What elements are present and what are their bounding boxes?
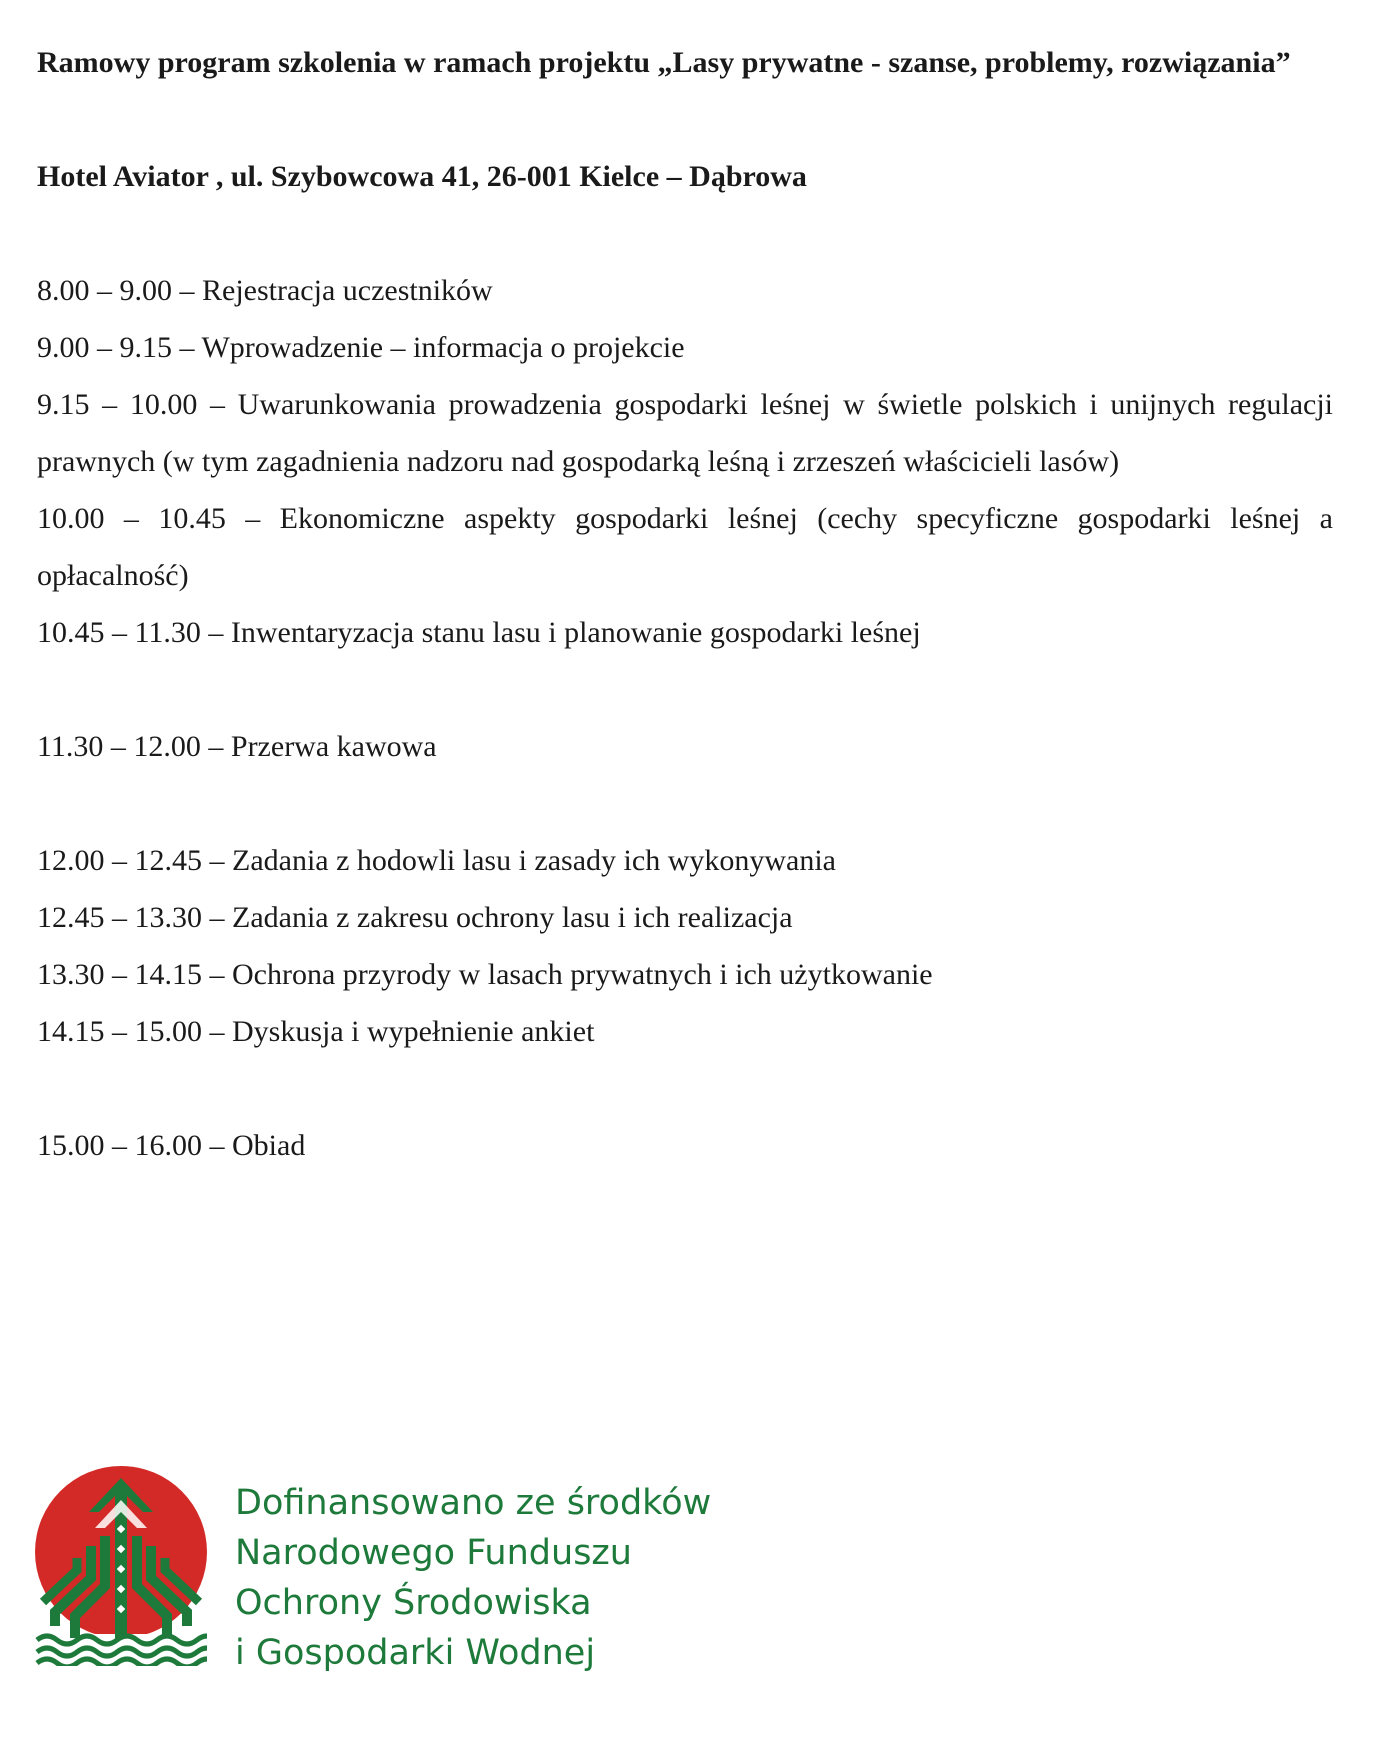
nfosigw-logo-icon xyxy=(35,1466,207,1666)
schedule-item: 14.15 – 15.00 – Dyskusja i wypełnienie ankiet xyxy=(37,1015,595,1048)
funding-footer xyxy=(35,1466,735,1676)
funding-text xyxy=(235,1478,711,1678)
schedule-item: 13.30 – 14.15 – Ochrona przyrody w lasach prywatnych i ich użytkowanie xyxy=(37,958,933,991)
venue-address: Hotel Aviator , ul. Szybowcowa 41, 26-001 Kielce – Dąbrowa xyxy=(37,160,807,193)
funding-line: Ochrony Środowiska xyxy=(235,1583,592,1623)
funding-line: Narodowego Funduszu xyxy=(235,1533,632,1573)
spacer xyxy=(37,1060,1333,1117)
schedule-item: 10.45 – 11.30 – Inwentaryzacja stanu lasu i planowanie gospodarki leśnej xyxy=(37,616,921,649)
schedule xyxy=(37,262,1333,1174)
schedule-item: 9.15 – 10.00 – Uwarunkowania prowadzenia gospodarki leśnej w świetle polskich i unijnych regulacji prawnych (w tym zagadnienia nadzoru nad gospodarką leśną i zrzeszeń właścicieli lasów) xyxy=(37,388,1333,478)
schedule-item: 12.45 – 13.30 – Zadania z zakresu ochrony lasu i ich realizacja xyxy=(37,901,793,934)
schedule-item: 15.00 – 16.00 – Obiad xyxy=(37,1129,306,1162)
schedule-item: 9.00 – 9.15 – Wprowadzenie – informacja o projekcie xyxy=(37,331,685,364)
funding-line: i Gospodarki Wodnej xyxy=(235,1633,596,1673)
schedule-item: 11.30 – 12.00 – Przerwa kawowa xyxy=(37,730,437,763)
spacer xyxy=(37,661,1333,718)
document-title: Ramowy program szkolenia w ramach projektu „Lasy prywatne - szanse, problemy, rozwiązania” xyxy=(37,46,1291,79)
schedule-item: 12.00 – 12.45 – Zadania z hodowli lasu i zasady ich wykonywania xyxy=(37,844,836,877)
schedule-item: 10.00 – 10.45 – Ekonomiczne aspekty gospodarki leśnej (cechy specyficzne gospodarki leśnej a opłacalność) xyxy=(37,502,1333,592)
document xyxy=(37,34,1333,1174)
funding-line: Dofinansowano ze środków xyxy=(235,1483,712,1523)
schedule-item: 8.00 – 9.00 – Rejestracja uczestników xyxy=(37,274,493,307)
spacer xyxy=(37,775,1333,832)
